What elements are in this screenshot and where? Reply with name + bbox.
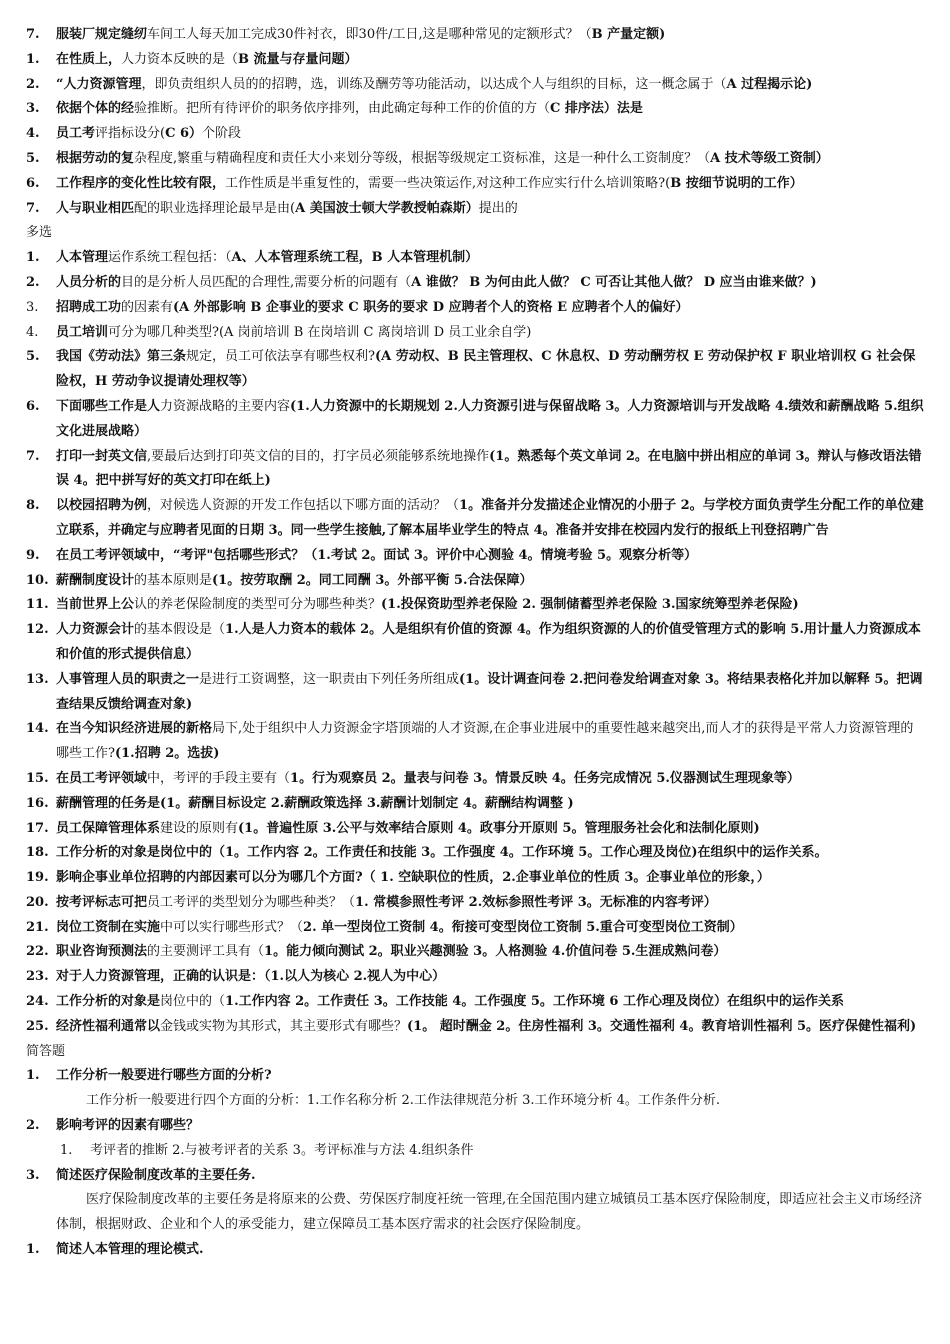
text-segment: 打印一封英文信 <box>56 448 148 464</box>
text-segment: 中，考评的手段主要有（ <box>147 770 291 786</box>
question-text <box>56 792 926 817</box>
question-number: 13. <box>26 671 49 687</box>
question-text <box>56 494 926 544</box>
question-number: 7. <box>26 448 40 464</box>
question-text <box>56 197 926 222</box>
text-segment: 工作分析的对象是 <box>56 994 161 1010</box>
question-number: 20. <box>26 894 49 910</box>
text-segment: C 6） <box>165 126 203 142</box>
question-text <box>56 990 926 1015</box>
question-text: 影响考评的因素有哪些？ <box>56 1118 200 1134</box>
text-segment: 的主要测评工具有（ <box>147 944 265 960</box>
question-item <box>26 767 926 792</box>
question-text <box>56 569 926 594</box>
question-item <box>26 792 926 817</box>
text-segment: (A 劳动权、B 民主管理权、C 休息权、D 劳动酬劳权 E 劳动保护权 F 职业培训权 G 社会保险权，H 劳动争议提请处理权等） <box>56 349 916 390</box>
text-segment: 工作程序的变化性比较有限， <box>56 175 226 191</box>
question-item <box>26 494 926 544</box>
question-item <box>26 296 926 321</box>
text-segment: 验推断。把所有待评价的职务依序排列，由此确定每种工作的价值的方（ <box>134 101 551 117</box>
text-segment: A 谁做？ B 为何由此人做？ C 可否让其他人做？ D 应当由谁来做？) <box>411 274 817 290</box>
text-segment: 我国《劳动法》第三条 <box>56 349 187 365</box>
text-segment: A、人本管理系统工程，B 人本管理机制） <box>231 250 479 266</box>
text-segment: 薪酬管理的任务是(1。薪酬目标设定 2.薪酬政策选择 3.薪酬计划制定 4。薪酬结构调整 ) <box>56 795 574 811</box>
question-text <box>56 767 926 792</box>
text-segment: 人本管理 <box>56 250 109 266</box>
question-item <box>26 172 926 197</box>
answer-text: 工作分析一般要进行四个方面的分析：1.工作名称分析 2.工作法律规范分析 3.工作环境分析 4。工作条件分析. <box>86 1093 721 1109</box>
text-segment: ，即负责组织人员的的招聘，选，训练及酬劳等功能活动，以达成个人与组织的目标，这一概念属于（ <box>141 76 727 92</box>
text-segment: 服装厂规定缝纫 <box>56 27 148 42</box>
answer-text: 考评者的推断 2.与被考评者的关系 3。考评标准与方法 4.组织条件 <box>90 1142 474 1158</box>
text-segment: 依据个体的经 <box>56 101 135 117</box>
question-text <box>56 445 926 495</box>
text-segment: 在员工考评领域中，“考评"包括哪些形式？（1.考试 2。面试 3。评价中心测验 4。情境考验 5。观察分析等） <box>56 547 698 563</box>
question-number: 5. <box>26 349 40 365</box>
question-number: 1. <box>26 1242 40 1258</box>
question-text <box>56 618 926 668</box>
text-segment: 力资源战略的主要内容 <box>160 398 291 414</box>
text-segment: 1。准备并分发描述企业情况的小册子 2。与学校方面负责学生分配工作的单位建立联系，并确定与应聘者见面的日期 3。同一些学生接触,了解本届毕业学生的特点 4。准备并安排在校园内发行的报纸上刊登招聘广告 <box>56 498 924 538</box>
text-segment: 1.工作内容 2。工作责任 3。工作技能 4。工作强度 5。工作环境 6 工作心理及岗位）在组织中的运作关系 <box>225 994 844 1010</box>
question-text <box>56 246 926 271</box>
text-segment: (1。设计调查问卷 2.把问卷发给调查对象 3。将结果表格化并加以解释 5。把调查结果反馈给调查对象) <box>56 671 923 712</box>
text-segment: 2. 单一型岗位工资制 4。衔接可变型岗位工资制 5.重合可变型岗位工资制） <box>303 919 743 935</box>
text-segment: 1。行为观察员 2。量表与问卷 3。情景反映 4。任务完成情况 5.仪器测试生理现象等） <box>290 770 800 786</box>
text-segment: 人与职业相匹 <box>56 200 135 216</box>
text-segment: 是进行工资调整，这一职责由下列任务所组成 <box>199 671 460 687</box>
text-segment: 建设的原则有 <box>160 820 239 836</box>
question-text <box>56 73 926 98</box>
text-segment: 员工考评的类型划分为哪些种类？（ <box>147 894 356 910</box>
text-segment: ，对候选人资源的开发工作包括以下哪方面的活动？（ <box>147 498 460 514</box>
question-number: 9. <box>26 547 40 563</box>
section-title-short: 简答题 <box>26 1043 66 1059</box>
question-number: 10. <box>26 572 49 588</box>
question-text <box>56 296 926 321</box>
text-segment: 员工保障管理体系 <box>56 820 161 836</box>
question-text <box>56 593 926 618</box>
question-item <box>26 73 926 98</box>
text-segment: 人事管理人员的职责之一 <box>56 671 200 687</box>
text-segment: (1。 超时酬金 2。住房性福利 3。交通性福利 4。教育培训性福利 5。医疗保健性福利) <box>407 1018 917 1034</box>
text-segment: 规定，员工可依法享有哪些权利? <box>186 349 375 365</box>
text-segment: 1.人是人力资本的载体 2。人是组织有价值的资源 4。作为组织资源的人的价值受管理方式的影响 5.用计量人力资源成本和价值的形式提供信息） <box>56 622 921 662</box>
question-item <box>26 990 926 1015</box>
question-number: 25. <box>26 1018 49 1034</box>
question-item <box>26 48 926 73</box>
question-number: 7. <box>26 27 40 42</box>
question-item <box>26 668 926 718</box>
short-question-3 <box>26 1164 926 1189</box>
question-text <box>56 48 926 73</box>
text-segment: “人力资源管理 <box>56 76 142 92</box>
question-item <box>26 916 926 941</box>
question-text <box>56 321 926 346</box>
question-number: 17. <box>26 820 49 836</box>
question-number: 2. <box>26 274 40 290</box>
question-number: 3. <box>26 299 39 315</box>
question-text <box>56 23 926 48</box>
text-segment: 的基本原则是 <box>134 572 213 588</box>
text-segment: 在性质上， <box>56 51 122 67</box>
question-item <box>26 965 926 990</box>
text-segment: 的基本假设是（ <box>134 622 226 638</box>
question-item <box>26 866 926 891</box>
text-segment: 影响企事业单位招聘的内部因素可以分为哪几个方面?（ 1. 空缺职位的性质，2.企事业单位的性质 3。企事业单位的形象，） <box>56 870 770 886</box>
question-text <box>56 891 926 916</box>
text-segment: 配的职业选择理论最早是由( <box>134 200 296 216</box>
question-number: 3. <box>26 1167 40 1183</box>
question-item <box>26 544 926 569</box>
question-text <box>56 544 926 569</box>
text-segment: 局下,处于组织中人力资源金字塔顶端的人才资源,在企事业进展中的重要性越来越突出,而人才的获得是平常人力资源管理的哪些工作? <box>56 721 914 762</box>
question-item <box>26 395 926 445</box>
question-item <box>26 717 926 767</box>
text-segment: 当前世界上公 <box>56 597 135 613</box>
text-segment: 岗位工资制在实施 <box>56 919 161 935</box>
question-item <box>26 122 926 147</box>
text-segment: (1.投保资助型养老保险 2. 强制储蓄型养老保险 3.国家统筹型养老保险) <box>381 597 799 613</box>
question-text: 工作分析一般要进行哪些方面的分析? <box>56 1068 272 1084</box>
question-number: 24. <box>26 994 49 1010</box>
text-segment: (1.招聘 2。选拔) <box>114 746 220 762</box>
text-segment: 个阶段 <box>202 126 242 142</box>
text-segment: 人力资源会计 <box>56 622 135 638</box>
text-segment: 车间工人每天加工完成30件衬衣，即30件/工日,这是哪种常见的定额形式？（ <box>147 27 592 42</box>
text-segment: 薪酬制度设计 <box>56 572 135 588</box>
text-segment: 杂程度,繁重与精确程度和责任大小来划分等级，根据等级规定工资标准，这是一种什么工资制度？（ <box>134 150 711 166</box>
section-title-multi: 多选 <box>26 225 53 241</box>
question-item <box>26 246 926 271</box>
text-segment: 对于人力资源管理，正确的认识是：（1.以人为核心 2.视人为中心） <box>56 969 446 985</box>
single-choice-list <box>26 23 926 221</box>
text-segment: B 按细节说明的工作） <box>670 175 803 191</box>
question-text <box>56 122 926 147</box>
question-text <box>56 866 926 891</box>
text-segment: 以校园招聘为例 <box>56 498 148 514</box>
question-item <box>26 593 926 618</box>
question-number: 1. <box>26 250 40 266</box>
text-segment: 在当今知识经济进展的新格 <box>56 721 213 737</box>
text-segment: 人员分析的 <box>56 274 122 290</box>
question-item <box>26 23 926 48</box>
question-number: 12. <box>26 622 49 638</box>
question-item <box>26 345 926 395</box>
answer-item <box>26 1139 926 1164</box>
text-segment: 按考评标志可把 <box>56 894 148 910</box>
text-segment: 1. 常模参照性考评 2.效标参照性考评 3。无标准的内容考评） <box>355 894 717 910</box>
text-segment: 金钱或实物为其形式，其主要形式有哪些？ <box>160 1018 408 1034</box>
question-number: 7. <box>26 200 40 216</box>
question-text <box>56 147 926 172</box>
text-segment: A 技术等级工资制） <box>710 150 829 166</box>
text-segment: B 产量定额) <box>591 27 666 42</box>
text-segment: (1。熟悉每个英文单词 2。在电脑中拼出相应的单词 3。辩认与修改语法错误 4。把中拼写好的英文打印在纸上) <box>56 448 922 489</box>
question-item <box>26 891 926 916</box>
text-segment: A 过程揭示论) <box>726 76 813 92</box>
text-segment: A 美国波士顿大学教授帕森斯） <box>295 200 479 216</box>
question-item <box>26 940 926 965</box>
question-number: 4. <box>26 126 40 142</box>
text-segment: 根据劳动的复 <box>56 150 135 166</box>
question-text: 简述医疗保险制度改革的主要任务. <box>56 1167 256 1183</box>
question-number: 1. <box>26 51 40 67</box>
answer-text: 医疗保险制度改革的主要任务是将原来的公费、劳保医疗制度衽统一管理,在全国范围内建立城镇员工基本医疗保险制度，即适应社会主义市场经济体制，根据财政、企业和个人的承受能力，建立保障员工基本医疗需求的社会医疗保险制度。 <box>56 1192 923 1233</box>
question-number: 18. <box>26 845 49 861</box>
question-number: 15. <box>26 770 49 786</box>
question-text <box>56 940 926 965</box>
question-number: 3. <box>26 101 40 117</box>
text-segment: ,要最后达到打印英文信的目的，打字员必须能够系统地操作 <box>147 448 490 464</box>
multi-choice-list <box>26 246 926 1040</box>
text-segment: 人力资本反映的是（ <box>121 51 239 67</box>
text-segment: 在员工考评领域 <box>56 770 148 786</box>
question-number: 4. <box>26 324 39 340</box>
text-segment: (1。按劳取酬 2。同工同酬 3。外部平衡 5.合法保障） <box>212 572 533 588</box>
text-segment: (1。普遍性原 3.公平与效率结合原则 4。政事分开原则 5。管理服务社会化和法制化原则) <box>238 820 760 836</box>
text-segment: 员工考 <box>56 126 96 142</box>
text-segment: 可分为哪几种类型?(A 岗前培训 B 在岗培训 C 离岗培训 D 员工业余自学) <box>108 324 532 340</box>
question-text <box>56 841 926 866</box>
question-item <box>26 817 926 842</box>
question-number: 2. <box>26 1118 40 1134</box>
question-text <box>56 97 926 122</box>
question-text <box>56 668 926 718</box>
text-segment: 职业咨询预测法 <box>56 944 148 960</box>
text-segment: (1.人力资源中的长期规划 2.人力资源引进与保留战略 3。人力资源培训与开发战略 4.绩效和薪酬战略 5.组织文化进展战略） <box>56 398 924 439</box>
text-segment: 岗位中的（ <box>160 994 226 1010</box>
text-segment: 中可以实行哪些形式？（ <box>160 919 304 935</box>
text-segment: 下面哪些工作是人 <box>56 398 161 414</box>
question-number: 16. <box>26 795 49 811</box>
question-item <box>26 569 926 594</box>
question-text <box>56 172 926 197</box>
text-segment: 工作分析的对象是岗位中的（1。工作内容 2。工作责任和技能 3。工作强度 4。工作环境 5。工作心理及岗位)在组织中的运作关系。 <box>56 845 828 861</box>
question-number: 1. <box>26 1068 40 1084</box>
question-text <box>56 345 926 395</box>
text-segment: C 排序法）法是 <box>550 101 643 117</box>
question-number: 23. <box>26 969 49 985</box>
question-item <box>26 445 926 495</box>
short-question-1 <box>26 1064 926 1089</box>
question-number: 2. <box>26 76 40 92</box>
question-text <box>56 916 926 941</box>
short-question-4 <box>26 1238 926 1263</box>
question-text <box>56 395 926 445</box>
question-text <box>56 965 926 990</box>
text-segment: 经济性福利通常以 <box>56 1018 161 1034</box>
text-segment: 招聘成工功 <box>56 299 122 315</box>
question-text: 简述人本管理的理论模式. <box>56 1242 204 1258</box>
question-number: 6. <box>26 175 40 191</box>
question-number: 22. <box>26 944 49 960</box>
question-item <box>26 271 926 296</box>
question-text <box>56 717 926 767</box>
text-segment: 目的是分析人员匹配的合理性,需要分析的问题有（ <box>121 274 412 290</box>
question-item <box>26 1015 926 1040</box>
text-segment: B 流量与存量问题） <box>238 51 358 67</box>
question-item <box>26 321 926 346</box>
text-segment: 1。能力倾向测试 2。职业兴趣测验 3。人格测验 4.价值问卷 5.生涯成熟问卷） <box>264 944 727 960</box>
text-segment: 运作系统工程包括：（ <box>108 250 232 266</box>
question-item <box>26 618 926 668</box>
question-number: 21. <box>26 919 49 935</box>
question-item <box>26 97 926 122</box>
text-segment: 认的养老保险制度的类型可分为哪些种类？ <box>134 597 382 613</box>
question-number: 6. <box>26 398 40 414</box>
short-question-2 <box>26 1114 926 1139</box>
question-item <box>26 147 926 172</box>
text-segment: 员工培训 <box>56 324 109 340</box>
text-segment: 工作性质是半重复性的，需要一些决策运作,对这种工作应实行什么培训策略?( <box>225 175 671 191</box>
question-number: 8. <box>26 498 40 514</box>
question-number: 19. <box>26 870 49 886</box>
text-segment: (A 外部影响 B 企事业的要求 C 职务的要求 D 应聘者个人的资格 E 应聘者个人的偏好） <box>173 299 689 315</box>
text-segment: 提出的 <box>478 200 518 216</box>
question-number: 5. <box>26 150 40 166</box>
question-number: 11. <box>26 597 49 613</box>
text-segment: 评指标设分( <box>95 126 166 142</box>
question-text <box>56 1015 926 1040</box>
text-segment: 的因素有 <box>121 299 174 315</box>
question-number: 14. <box>26 721 49 737</box>
question-item <box>26 841 926 866</box>
answer-number: 1. <box>60 1142 73 1158</box>
question-item <box>26 197 926 222</box>
question-text <box>56 271 926 296</box>
question-text <box>56 817 926 842</box>
